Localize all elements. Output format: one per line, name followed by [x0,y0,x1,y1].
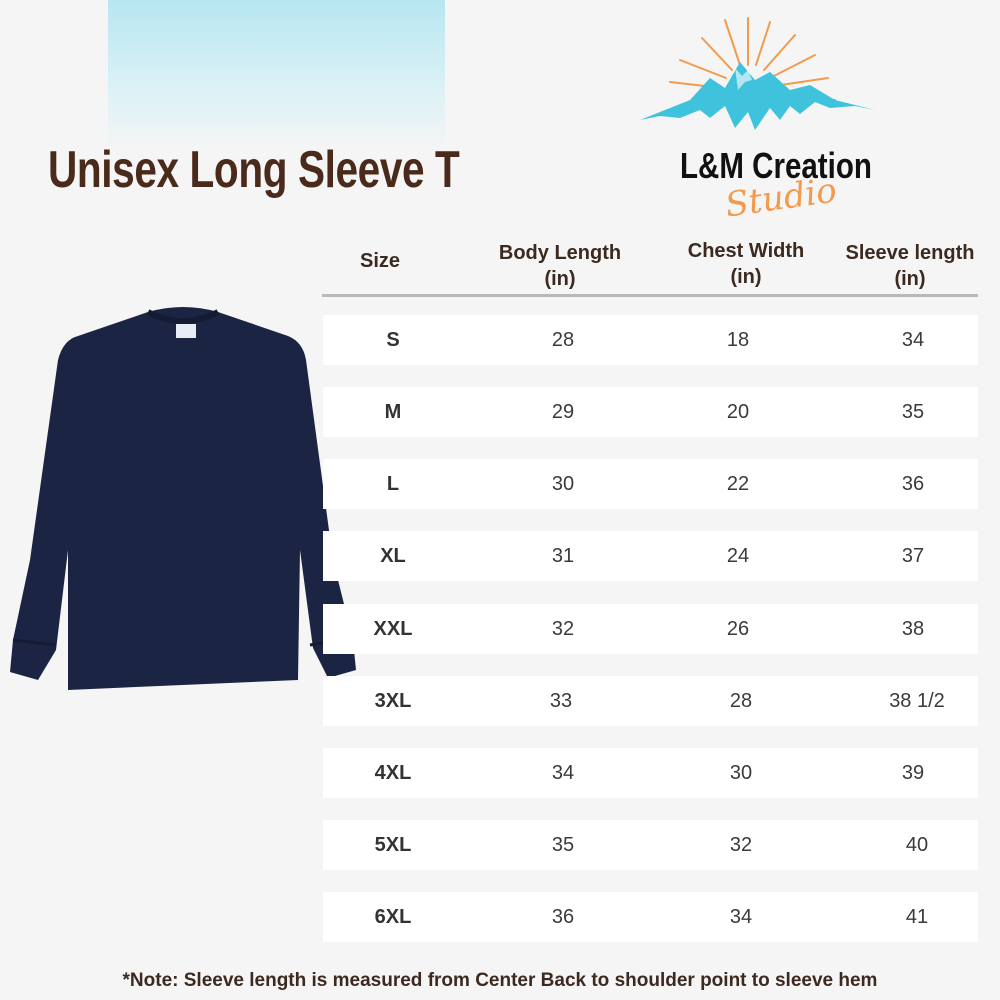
cell-size: M [384,401,402,423]
header-size-label: Size [359,250,401,272]
cell-chest-width: 28 [729,690,753,712]
cell-size: L [386,473,400,495]
cell-body-length: 33 [549,690,573,712]
header-chest-width [666,238,826,290]
cell-chest-width: 32 [729,834,753,856]
cell-sleeve-length: 34 [901,329,925,351]
cell-sleeve-length: 38 [901,618,925,640]
cell-body-length: 28 [551,329,575,351]
long-sleeve-shirt-icon [8,300,363,720]
header-divider [322,294,978,297]
cell-body-length: 31 [551,545,575,567]
cell-body-length: 30 [551,473,575,495]
table-row [323,387,978,437]
cell-size: 4XL [374,762,412,784]
cell-sleeve-length: 35 [901,401,925,423]
cell-sleeve-length: 37 [901,545,925,567]
table-row [323,748,978,798]
cell-size: XXL [373,618,413,640]
brand-sub: Studio [722,170,840,226]
cell-body-length: 34 [551,762,575,784]
cell-size: 5XL [374,834,412,856]
brand-logo [630,10,890,230]
page-title: Unisex Long Sleeve T [48,141,460,199]
header-sleeve-length [830,240,990,292]
cell-sleeve-length: 36 [901,473,925,495]
header-body-length-label: Body Length [498,242,622,264]
cell-chest-width: 26 [726,618,750,640]
cell-chest-width: 30 [729,762,753,784]
cell-size: XL [380,545,406,567]
cell-body-length: 35 [551,834,575,856]
header-size [330,248,430,274]
cell-size: S [386,329,400,351]
table-row [323,892,978,942]
table-row [323,459,978,509]
header-body-length [480,240,640,292]
header-body-length-unit: (in) [544,268,576,290]
header-sleeve-length-unit: (in) [894,268,926,290]
sky-gradient [108,0,445,150]
cell-body-length: 36 [551,906,575,928]
table-row [323,820,978,870]
brand-name: L&M Creation [680,145,872,186]
cell-sleeve-length: 38 1/2 [889,690,945,712]
header-sleeve-length-label: Sleeve length [845,242,975,264]
table-row [323,315,978,365]
header-chest-width-unit: (in) [730,266,762,288]
cell-chest-width: 24 [726,545,750,567]
cell-body-length: 32 [551,618,575,640]
cell-chest-width: 18 [726,329,750,351]
table-row [323,676,978,726]
table-row [323,531,978,581]
cell-size: 6XL [374,906,412,928]
cell-chest-width: 34 [729,906,753,928]
table-row [323,604,978,654]
cell-body-length: 29 [551,401,575,423]
cell-chest-width: 22 [726,473,750,495]
cell-sleeve-length: 41 [905,906,929,928]
header-chest-width-label: Chest Width [687,240,805,262]
cell-size: 3XL [374,690,412,712]
footnote: *Note: Sleeve length is measured from Center Back to shoulder point to sleeve hem [122,970,878,991]
cell-sleeve-length: 40 [905,834,929,856]
cell-chest-width: 20 [726,401,750,423]
cell-sleeve-length: 39 [901,762,925,784]
